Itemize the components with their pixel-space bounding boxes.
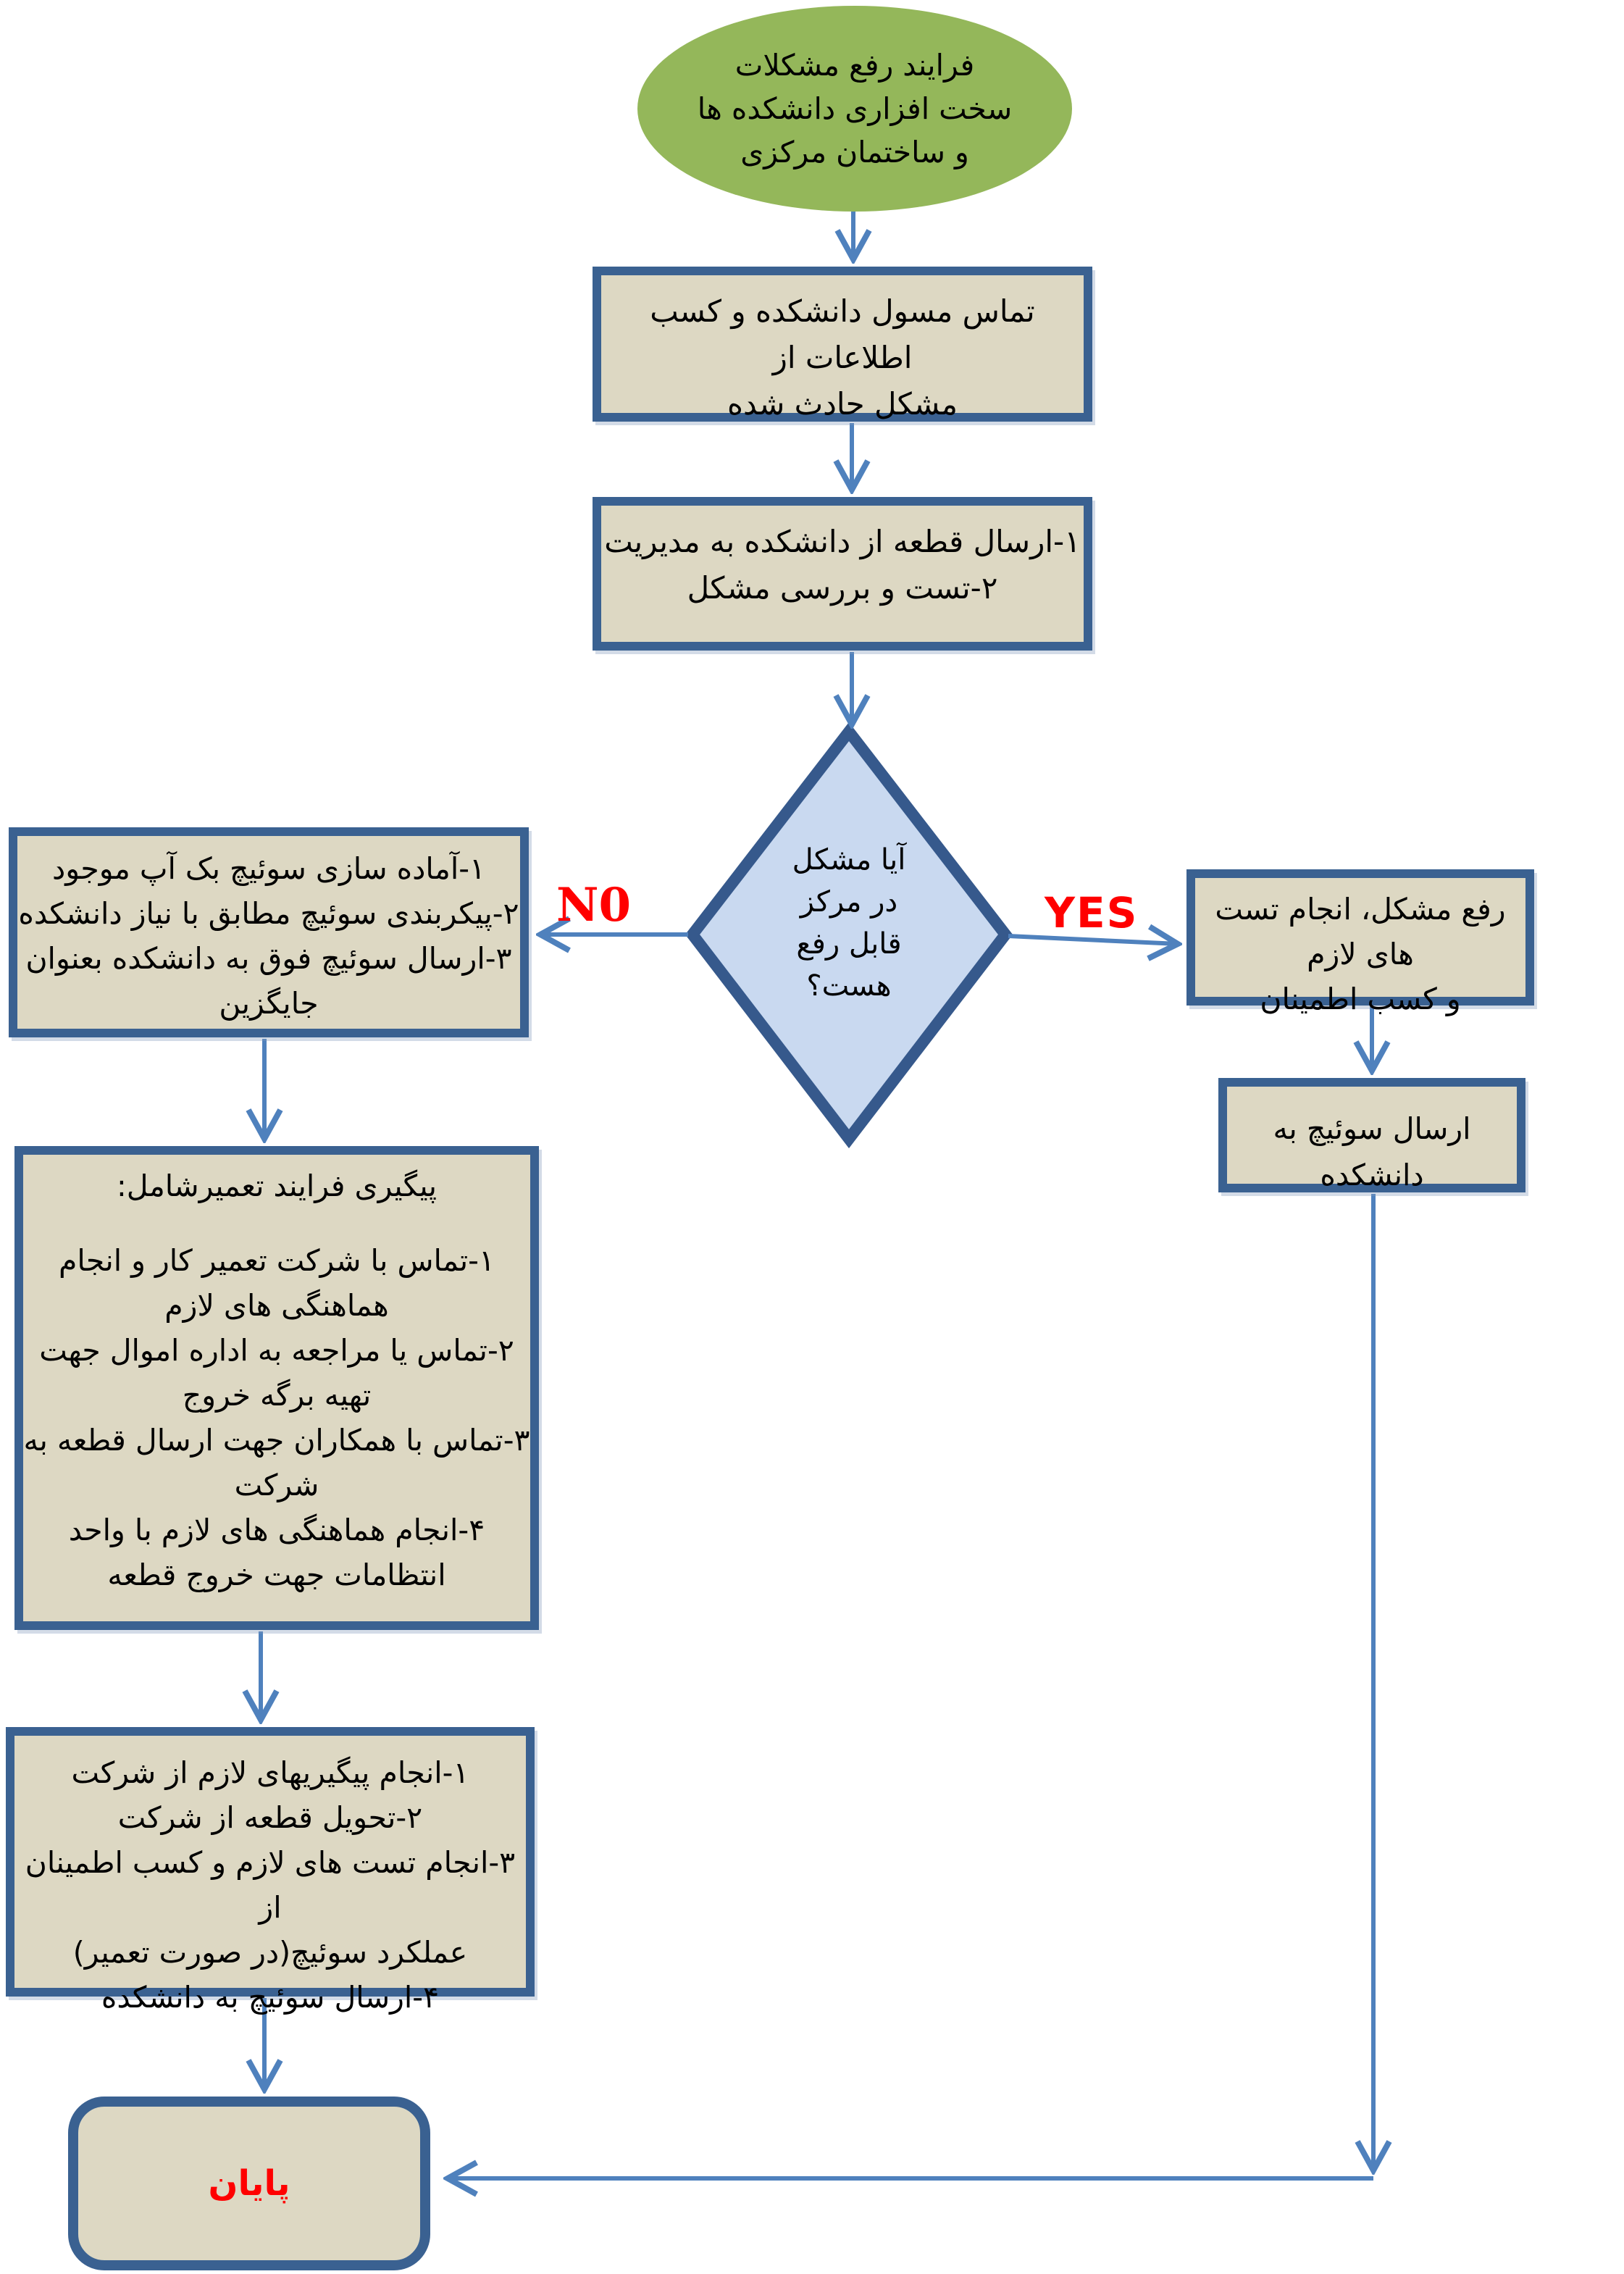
process-text-line: ۲-تست و بررسی مشکل (687, 570, 998, 606)
process-text-line: ۳-تماس با همکاران جهت ارسال قطعه به (23, 1423, 530, 1458)
end-node (68, 2097, 430, 2270)
start-node (637, 6, 1072, 212)
decision-node-text (711, 839, 987, 1007)
process-text-line: ارسال سوئیچ به دانشکده (1273, 1111, 1471, 1192)
start-node-text-line: سخت افزاری دانشکده ها (697, 91, 1013, 126)
process-text-line: ۲-تحویل قطعه از شرکت (117, 1800, 423, 1835)
process-fix-problem-tests (1186, 869, 1534, 1016)
decision-text-line: قابل رفع (796, 927, 902, 961)
process-text-line: جایگزین (219, 986, 319, 1021)
process-text-line: تهیه برگه خروج (182, 1378, 372, 1413)
process-text-line: مشکل حادث شده (727, 386, 958, 422)
process-text-line: عملکرد سوئیچ(در صورت تعمیر) (72, 1935, 468, 1970)
process-text-line (23, 1208, 530, 1238)
process-text-line: هماهنگی های لازم (164, 1288, 389, 1323)
process-text-line: ۳-ارسال سوئیچ فوق به دانشکده بعنوان (25, 941, 512, 976)
process-text-line: ۴-انجام هماهنگی های لازم با واحد (68, 1513, 485, 1547)
process-text-line: انتظامات جهت خروج قطعه (107, 1558, 446, 1592)
process-text-line: ۱-ارسال قطعه از دانشکده به مدیریت (604, 524, 1081, 559)
edge-label-no: N0 (556, 878, 632, 932)
start-node-text-line: و ساختمان مرکزی (740, 135, 969, 170)
process-contact-faculty (593, 267, 1092, 422)
process-text-line: پیگیری فرایند تعمیرشامل: (116, 1169, 438, 1203)
process-send-switch-to-faculty (1218, 1078, 1525, 1192)
process-text-line: ۱-انجام پیگیریهای لازم از شرکت (71, 1755, 469, 1790)
process-text-line: ۱-آماده سازی سوئیچ بک آپ موجود (51, 851, 486, 886)
process-send-part-test (593, 497, 1092, 651)
process-text-line: ۲-پیکربندی سوئیچ مطابق با نیاز دانشکده (18, 896, 519, 931)
process-prepare-replacement-switch (9, 827, 529, 1037)
end-node-text: پایان (208, 2163, 290, 2204)
process-text-line: شرکت (234, 1468, 319, 1502)
process-company-followup (6, 1727, 535, 2015)
edge-label-yes: YES (1045, 888, 1139, 937)
start-node-text-line: فرایند رفع مشکلات (734, 48, 975, 83)
process-text-line: ۲-تماس یا مراجعه به اداره اموال جهت (39, 1333, 514, 1368)
process-text-line: رفع مشکل، انجام تست های لازم (1215, 892, 1506, 971)
process-text-line: تماس مسول دانشکده و کسب اطلاعات از (650, 293, 1035, 375)
process-text-line: ۱-تماس با شرکت تعمیر کار و انجام (59, 1243, 495, 1278)
process-repair-followup (14, 1146, 539, 1630)
process-text-line: ۳-انجام تست های لازم و کسب اطمینان از (25, 1845, 516, 1925)
decision-text-line: آیا مشکل (792, 843, 906, 877)
decision-text-line: در مرکز (800, 885, 898, 919)
decision-text-line: هست؟ (806, 969, 892, 1003)
process-text-line: و کسب اطمینان (1260, 982, 1461, 1016)
process-text-line: ۴-ارسال سوئیچ به دانشکده (101, 1980, 440, 2015)
